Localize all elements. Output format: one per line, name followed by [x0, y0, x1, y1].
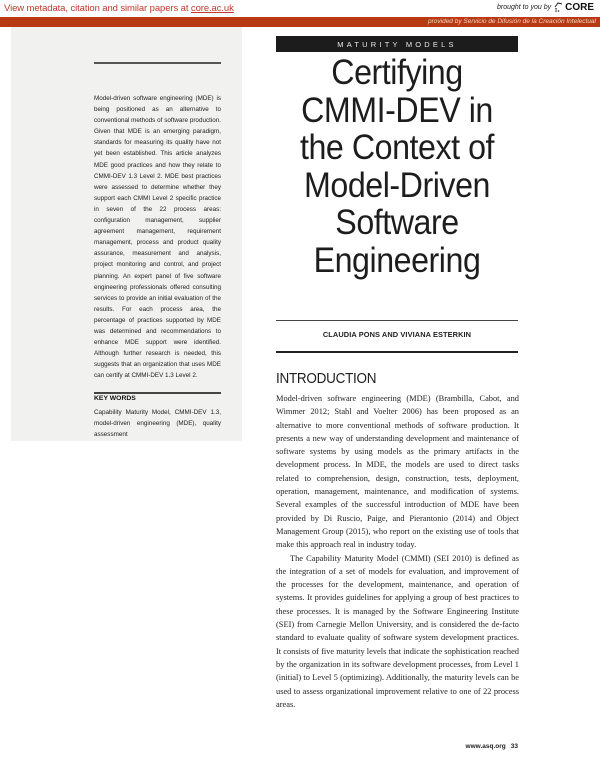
title-line: Software	[335, 203, 459, 242]
core-metadata-link[interactable]	[4, 3, 234, 14]
body-paragraph: Model-driven software engineering (MDE) (Brambilla, Cabot, and Wimmer 2012; Stahl and Voelter 2006) has been proposed as an alternative to more conventional methods of software production. It presents a new way of understanding development and maintenance of software systems by using models as the primary artifacts in the development process. In MDE, the models are used to direct tasks related to comprehension, design, construction, tests, deployment, operation, management, maintenance, and modification of systems. Several examples of the successful introduction of MDE have been provided by Di Ruscio, Paige, and Pierantonio (2014) and Object Management Group (2015), who report on the existing use of tools that make this approach real in industry today.	[276, 394, 519, 550]
article-body	[276, 392, 519, 711]
introduction-heading: INTRODUCTION	[276, 370, 377, 387]
title-line: Model-Driven	[304, 165, 490, 205]
brought-by-label: brought to you by	[497, 4, 552, 11]
body-paragraph: The Capability Maturity Model (CMMI) (SEI 2010) is defined as the integration of a set of models for evaluation, and improvement of the processes for the development, maintenance, and operation of systems. It provides guidelines for applying a group of best practices to these processes. It is managed by the Software Engineering Institute (SEI) from Carnegie Mellon University, and is considered the de-facto standard to evaluate quality of software system development practices. It consists of five maturity levels that indicate the sophistication reached by the organization in its software development processes, from Level 1 (initial) to Level 5 (optimizing). Additionally, the maturity levels can be used to assess organizational improvement relative to one of 22 process areas.	[276, 553, 519, 709]
title-line: Engineering	[313, 240, 481, 280]
core-provider-bar	[0, 17, 600, 27]
article-title	[276, 54, 517, 279]
title-line: CMMI-DEV in	[301, 90, 493, 130]
core-banner	[0, 0, 600, 17]
provided-by-text: provided by Servicio de Difusión de la Creación Intelectual	[427, 18, 596, 25]
sidebar-divider	[94, 62, 221, 64]
abstract-text: Model-driven software engineering (MDE) is being positioned as an alternative to conventional methods of software production. Given that MDE is an emerging paradigm, standards for measuring its quality have not yet been established. This article analyzes MDE good practices and how they relate to CMMI-DEV 1.3 Level 2. MDE best practices were assessed to determine whether they support each CMMI Level 2 specific practice in seven of the 22 process areas: configuration management, supplier agreement management, requirement management, process and product quality assurance, measurement and analysis, project monitoring and control, and project planning. An expert panel of five software engineering professionals offered consulting services to provide an initial evaluation of the results. For each process area, the percentage of practices supported by MDE was determined and recommendations to enhance MDE support were identified. Although further research is needed, this suggests that an organization that uses MDE can certify at CMMI-DEV 1.3 Level 2.	[94, 95, 221, 380]
core-logo-icon	[554, 2, 563, 13]
core-brand-text: CORE	[565, 2, 594, 13]
core-link-prefix: View metadata, citation and similar papers at	[4, 3, 191, 14]
core-brand[interactable]	[497, 2, 594, 13]
title-divider-bottom	[276, 351, 518, 353]
title-divider-top	[276, 320, 518, 321]
title-line: the Context of	[299, 128, 495, 167]
title-line: Certifying	[331, 53, 463, 92]
core-link-text[interactable]: core.ac.uk	[190, 3, 234, 14]
keywords-divider	[94, 392, 221, 394]
footer-site: www.asq.org	[465, 743, 506, 750]
page-number: 33	[510, 743, 518, 750]
page-footer	[276, 743, 518, 750]
keywords-heading: KEY WORDS	[94, 395, 136, 402]
core-logo	[554, 2, 594, 13]
article-authors: CLAUDIA PONS AND VIVIANA ESTERKIN	[322, 330, 472, 339]
keywords-text: Capability Maturity Model, CMMI-DEV 1.3, model-driven engineering (MDE), quality assessment	[94, 409, 221, 438]
section-label: MATURITY MODELS	[276, 36, 518, 52]
abstract-sidebar	[11, 27, 242, 441]
